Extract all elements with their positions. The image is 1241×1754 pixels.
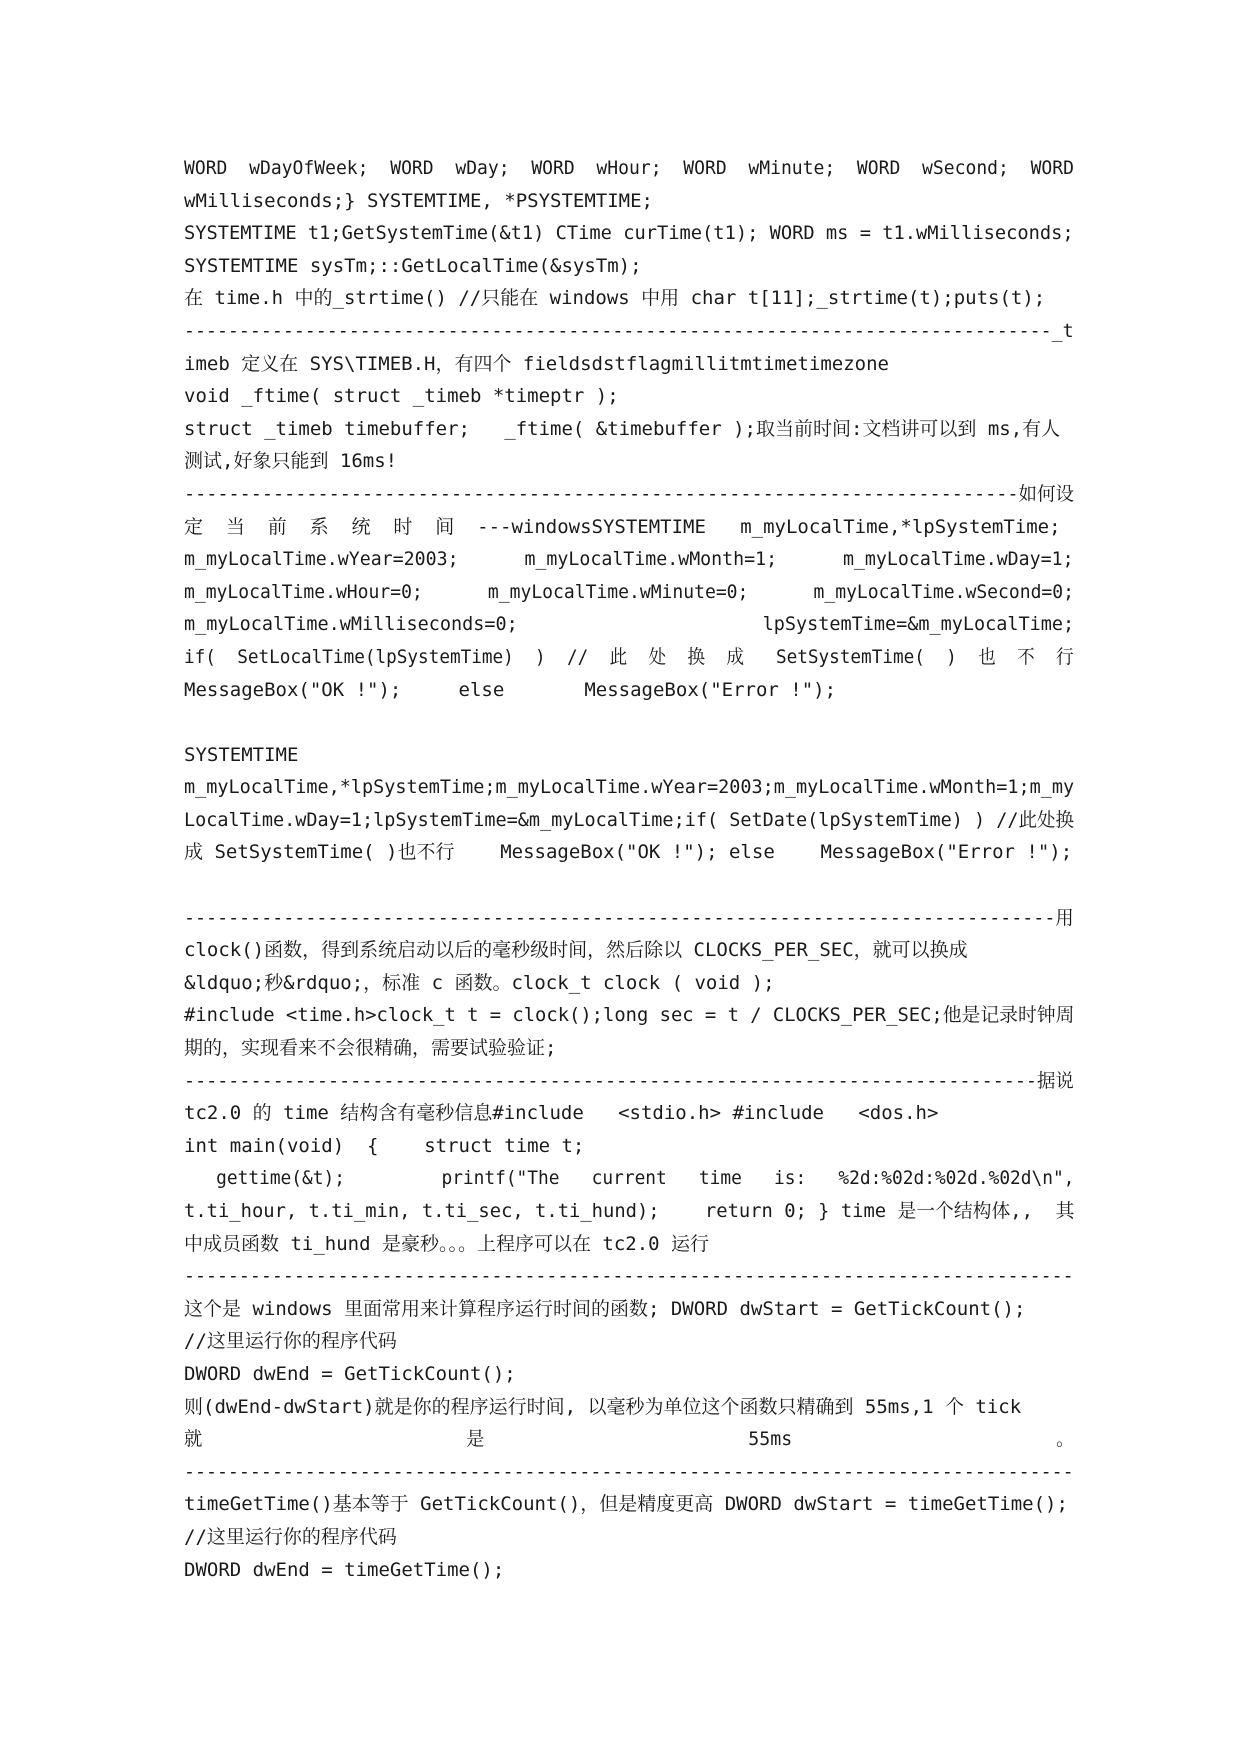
text-line: m_myLocalTime.wMilliseconds=0; lpSystemTime=&m_myLocalTime; [184,613,1074,636]
text-line: ---------------------------------------------------------------------------如何设 [184,482,1074,505]
text-line: MessageBox("OK !"); else MessageBox("Error !"); [184,678,837,701]
text-line: --------------------------------------------------------------------------------- [184,1265,1074,1288]
text-line: imeb 定义在 SYS\TIMEB.H，有四个 fieldsdstflagmillitmtimetimezone [184,352,889,375]
text-line: if( SetLocalTime(lpSystemTime) ) // 此 处 换 成 SetSystemTime( ) 也 不 行 [184,645,1074,668]
text-line: //这里运行你的程序代码 [184,1525,397,1548]
text-line: &ldquo;秒&rdquo;，标准 c 函数。clock_t clock ( void ); [184,971,775,994]
text-line: m_myLocalTime,*lpSystemTime;m_myLocalTime.wYear=2003;m_myLocalTime.wMonth=1;m_my [184,776,1074,799]
text-line: int main(void) { struct time t; [184,1134,585,1157]
text-line: 测试,好象只能到 16ms! [184,450,398,473]
text-line: LocalTime.wDay=1;lpSystemTime=&m_myLocalTime;if( SetDate(lpSystemTime) ) //此处换 [184,808,1074,831]
text-line: m_myLocalTime.wHour=0; m_myLocalTime.wMinute=0; m_myLocalTime.wSecond=0; [184,580,1074,603]
blank-line [184,869,1074,902]
text-line: 这个是 windows 里面常用来计算程序运行时间的函数; DWORD dwStart = GetTickCount(); [184,1297,1026,1320]
text-line: gettime(&t); printf("The current time is: %2d:%02d:%02d.%02d\n", [184,1167,1074,1190]
text-line: -----------------------------------------------------------------------------据说 [184,1069,1074,1092]
text-line: -------------------------------------------------------------------------------_t [184,319,1074,342]
text-line: 则(dwEnd-dwStart)就是你的程序运行时间, 以毫秒为单位这个函数只精确到 55ms,1 个 tick [184,1395,1022,1418]
text-line: void _ftime( struct _timeb *timeptr ); [184,385,619,408]
text-line: SYSTEMTIME sysTm;::GetLocalTime(&sysTm); [184,254,642,277]
text-line: 成 SetSystemTime( )也不行 MessageBox("OK !"); else MessageBox("Error !"); [184,841,1073,864]
text-line: wMilliseconds;} SYSTEMTIME, *PSYSTEMTIME; [184,189,653,212]
text-line: timeGetTime()基本等于 GetTickCount()，但是精度更高 DWORD dwStart = timeGetTime(); [184,1493,1068,1516]
text-line: 中成员函数 ti_hund 是豪秒。。。上程序可以在 tc2.0 运行 [184,1232,710,1255]
document-body [184,152,1074,1586]
text-line: SYSTEMTIME [184,743,299,766]
text-line: --------------------------------------------------------------------------------- [184,1460,1074,1483]
text-line: t.ti_hour, t.ti_min, t.ti_sec, t.ti_hund); return 0; } time 是一个结构体,, 其 [184,1200,1074,1222]
blank-line [184,706,1074,739]
text-line: struct _timeb timebuffer; _ftime( &timebuffer );取当前时间:文档讲可以到 ms,有人 [184,417,1061,440]
text-line: 就 是 55ms 。 [184,1428,1074,1451]
text-line: clock()函数，得到系统启动以后的毫秒级时间，然后除以 CLOCKS_PER_SEC，就可以换成 [184,939,968,962]
text-line: 在 time.h 中的_strtime() //只能在 windows 中用 char t[11];_strtime(t);puts(t); [184,287,1046,310]
text-line: DWORD dwEnd = GetTickCount(); [184,1362,516,1385]
text-line: SYSTEMTIME t1;GetSystemTime(&t1) CTime curTime(t1); WORD ms = t1.wMilliseconds; [184,222,1074,245]
text-line: m_myLocalTime.wYear=2003; m_myLocalTime.wMonth=1; m_myLocalTime.wDay=1; [184,548,1074,571]
text-line: tc2.0 的 time 结构含有毫秒信息#include <stdio.h> #include <dos.h> [184,1102,939,1125]
text-line: //这里运行你的程序代码 [184,1330,397,1353]
text-line: 期的，实现看来不会很精确，需要试验验证; [184,1037,557,1060]
text-line: -------------------------------------------------------------------------------用 [184,906,1074,929]
text-line: DWORD dwEnd = timeGetTime(); [184,1558,505,1581]
text-line: WORD wDayOfWeek; WORD wDay; WORD wHour; WORD wMinute; WORD wSecond; WORD [184,157,1074,179]
text-line: #include <time.h>clock_t t = clock();long sec = t / CLOCKS_PER_SEC;他是记录时钟周 [184,1004,1074,1027]
text-line: 定 当 前 系 统 时 间 ---windowsSYSTEMTIME m_myLocalTime,*lpSystemTime; [184,515,1061,538]
